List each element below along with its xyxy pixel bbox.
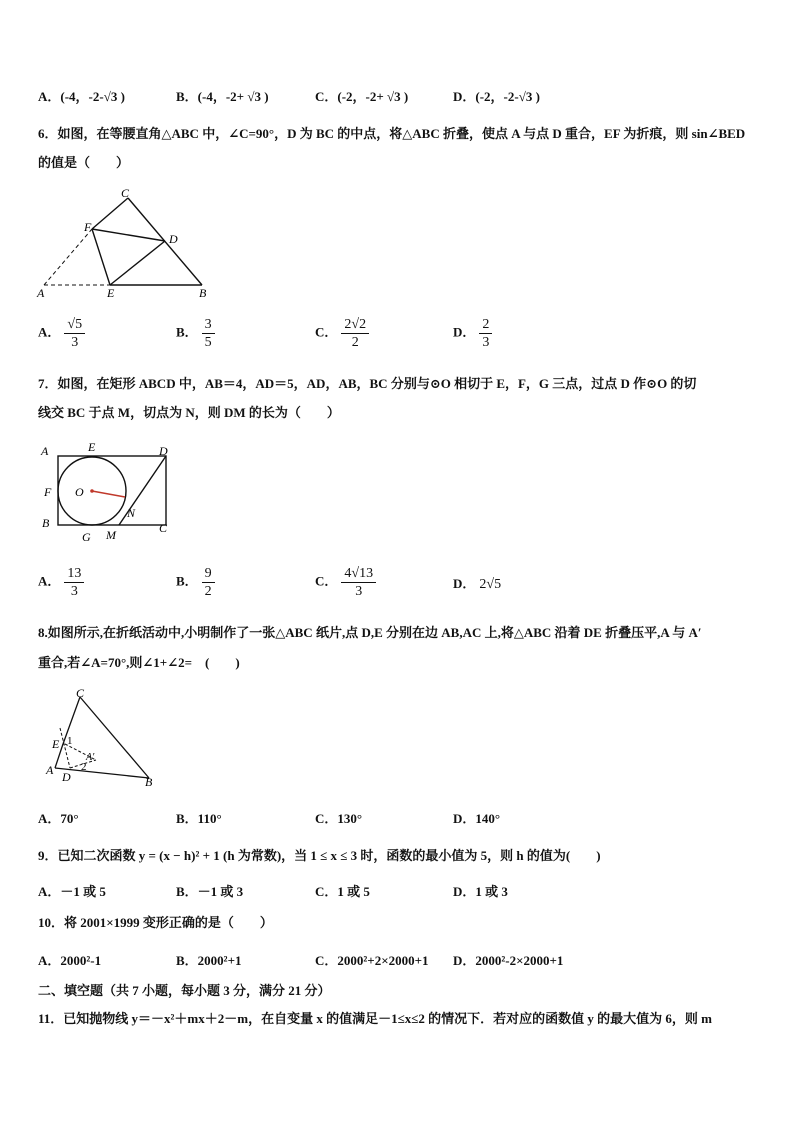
q6-option-a-numerator: √5: [64, 316, 85, 334]
q9-option-b: B．－1 或 3: [176, 884, 244, 899]
section-fill-in-heading: 二、填空题（共 7 小题，每小题 3 分，满分 21 分）: [38, 983, 331, 998]
q7-option-b-numerator: 9: [202, 565, 215, 583]
q6-label-e: E: [107, 286, 115, 300]
q8-option-b: B．110°: [176, 811, 222, 826]
q6-label-b: B: [199, 286, 207, 300]
q8-label-b: B: [145, 775, 153, 789]
q6-option-d-denominator: 3: [482, 335, 490, 350]
q6-option-b-denominator: 5: [204, 335, 212, 350]
q8-label-a-prime: A′: [86, 752, 95, 763]
q6-option-c-numerator: 2√2: [341, 316, 369, 334]
q7-option-c-label: C．: [315, 573, 338, 589]
q8-label-e: E: [52, 737, 60, 751]
q7-option-c-numerator: 4√13: [341, 565, 376, 583]
q8-label-d: D: [62, 770, 71, 784]
q10-stem: 10．将 2001×1999 变形正确的是（ ）: [38, 915, 273, 930]
q7-option-a-denominator: 3: [70, 584, 78, 599]
q11-stem: 11．已知抛物线 y＝－x²＋mx＋2－m，在自变量 x 的值满足－1≤x≤2 的情况下．若对应的函数值 y 的最大值为 6，则 m: [38, 1011, 712, 1026]
q8-label-angle1: 1: [67, 735, 73, 747]
q7-option-b-denominator: 2: [204, 584, 212, 599]
q9-option-d: D．1 或 3: [453, 884, 508, 899]
q10-option-b: B．2000²+1: [176, 953, 242, 968]
q7-stem-line1: 7．如图，在矩形 ABCD 中，AB＝4，AD＝5，AD，AB，BC 分别与⊙O 相切于 E，F，G 三点，过点 D 作⊙O 的切: [38, 376, 697, 391]
q7-label-m: M: [106, 528, 116, 542]
q5-option-d: D．(-2，-2-√3 ): [453, 89, 540, 104]
q7-option-d-value: 2√5: [479, 577, 502, 592]
q6-option-a: [38, 316, 85, 351]
q8-option-a: A．70°: [38, 811, 79, 826]
q6-label-a: A: [37, 286, 45, 300]
q7-stem-line2: 线交 BC 于点 M，切点为 N，则 DM 的长为（ ）: [38, 405, 340, 420]
q7-label-c: C: [159, 521, 168, 535]
q7-option-b: [176, 565, 215, 600]
q7-label-d: D: [159, 444, 168, 458]
q5-option-a: A．(-4，-2-√3 ): [38, 89, 125, 104]
q7-option-a: [38, 565, 84, 600]
q7-option-c: [315, 565, 376, 600]
q5-option-c: C．(-2，-2+ √3 ): [315, 89, 409, 104]
q6-option-c-denominator: 2: [351, 335, 359, 350]
q6-option-d-numerator: 2: [479, 316, 492, 334]
q8-figure: [38, 688, 158, 792]
q7-label-f: F: [44, 485, 52, 499]
q7-option-a-label: A．: [38, 573, 61, 589]
q7-label-n: N: [127, 506, 136, 520]
q9-option-a: A．－1 或 5: [38, 884, 106, 899]
q8-option-d: D．140°: [453, 811, 501, 826]
q7-label-a: A: [41, 444, 49, 458]
q7-label-g: G: [82, 530, 91, 544]
q7-option-d-label: D．: [453, 576, 476, 591]
q9-stem: 9．已知二次函数 y = (x − h)² + 1 (h 为常数)，当 1 ≤ x ≤ 3 时，函数的最小值为 5，则 h 的值为( ): [38, 848, 601, 863]
q6-option-d: [453, 316, 492, 351]
q7-label-b: B: [42, 516, 50, 530]
q6-figure: [34, 184, 214, 302]
q6-option-c: [315, 316, 369, 351]
q7-option-b-label: B．: [176, 573, 198, 589]
q7-label-e: E: [88, 440, 96, 454]
q8-stem-line2: 重合,若∠A=70°,则∠1+∠2= ( ): [38, 655, 240, 670]
q6-label-d: D: [169, 232, 178, 246]
q8-label-c: C: [76, 688, 85, 700]
q6-stem-line1: 6．如图，在等腰直角△ABC 中，∠C=90°，D 为 BC 的中点，将△ABC 折叠，使点 A 与点 D 重合，EF 为折痕，则 sin∠BED: [38, 126, 746, 141]
q6-label-c: C: [121, 186, 130, 200]
q8-option-c: C．130°: [315, 811, 363, 826]
q7-label-o: O: [75, 485, 84, 499]
q7-option-c-denominator: 3: [355, 584, 363, 599]
q6-label-f: F: [84, 220, 92, 234]
q6-option-a-label: A．: [38, 324, 61, 340]
q8-label-angle2: 2: [81, 761, 87, 773]
q6-option-d-label: D．: [453, 324, 476, 340]
q5-option-b: B．(-4，-2+ √3 ): [176, 89, 269, 104]
q8-stem-line1: 8.如图所示,在折纸活动中,小明制作了一张△ABC 纸片,点 D,E 分别在边 AB,AC 上,将△ABC 沿着 DE 折叠压平,A 与 A′: [38, 625, 702, 640]
q6-option-b-label: B．: [176, 324, 198, 340]
q10-option-a: A．2000²-1: [38, 953, 102, 968]
q7-figure: [36, 438, 176, 546]
q9-option-c: C．1 或 5: [315, 884, 370, 899]
q6-option-a-denominator: 3: [71, 335, 79, 350]
q6-option-b-numerator: 3: [202, 316, 215, 334]
q10-option-d: D．2000²-2×2000+1: [453, 953, 564, 968]
q6-option-c-label: C．: [315, 324, 338, 340]
q7-option-d: [453, 575, 501, 594]
q7-option-a-numerator: 13: [64, 565, 84, 583]
q8-label-a: A: [46, 763, 54, 777]
q6-option-b: [176, 316, 215, 351]
q6-stem-line2: 的值是（ ）: [38, 155, 130, 170]
q10-option-c: C．2000²+2×2000+1: [315, 953, 429, 968]
